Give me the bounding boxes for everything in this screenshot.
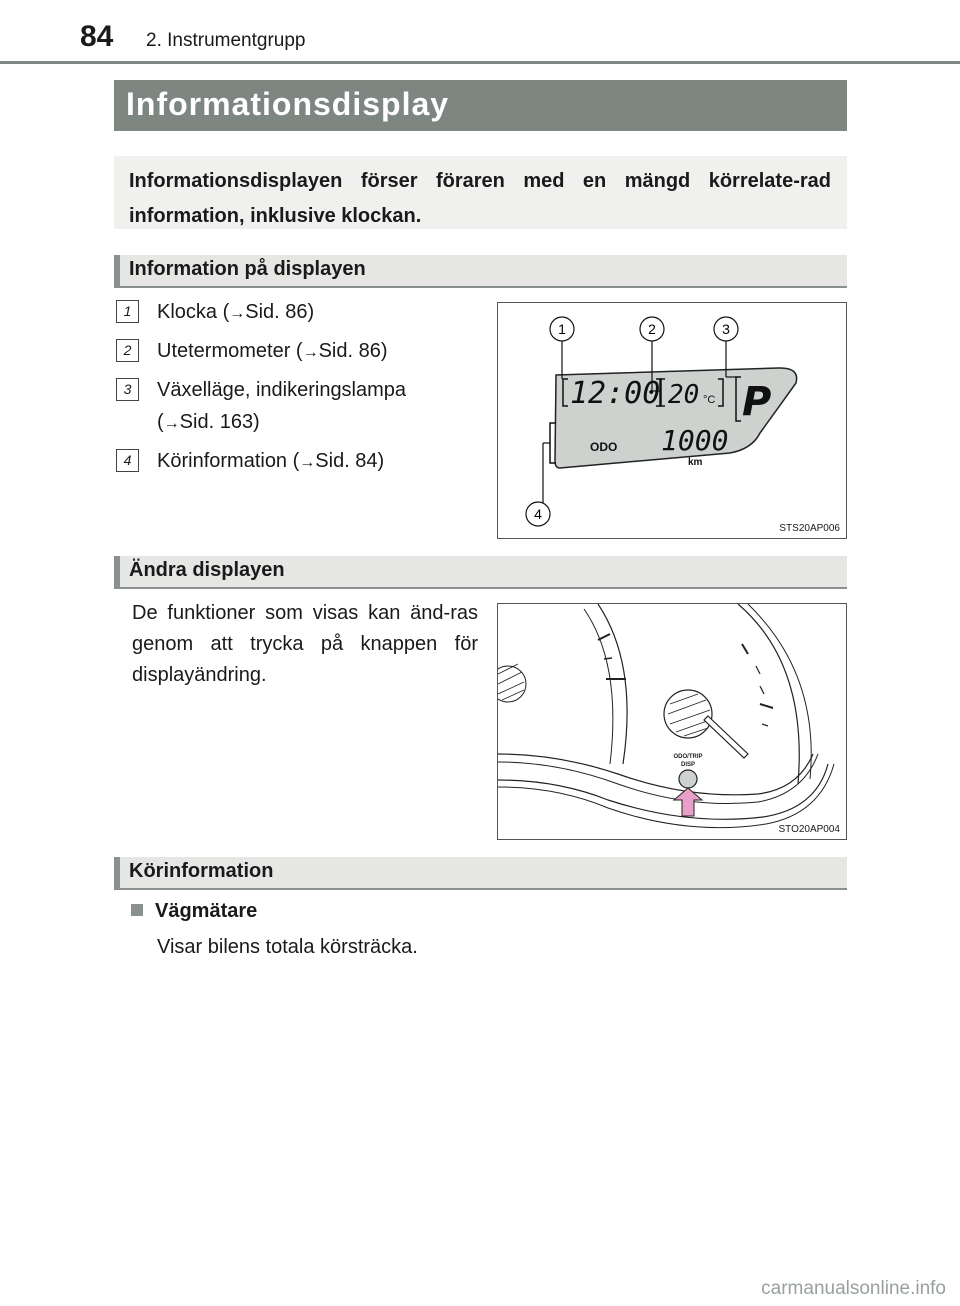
svg-text:2: 2 <box>648 321 656 337</box>
list-item <box>116 296 486 330</box>
arrow-icon: → <box>163 415 180 432</box>
section-heading-change <box>114 556 847 589</box>
odometer-text: Visar bilens totala körsträcka. <box>157 936 418 958</box>
list-item-text: Klocka ( <box>157 301 230 323</box>
list-item-text: Körinformation ( <box>157 450 300 472</box>
list-item <box>116 445 486 479</box>
number-badge: 2 <box>116 339 139 362</box>
callout-3 <box>714 317 738 341</box>
gear-indicator: P <box>742 379 772 425</box>
number-badge: 4 <box>116 449 139 472</box>
figure-code: STO20AP004 <box>778 824 840 835</box>
odometer-heading <box>131 900 257 923</box>
intro-box <box>114 156 847 229</box>
cluster-figure <box>497 603 847 840</box>
odometer-heading-label: Vägmätare <box>155 900 258 922</box>
page-ref-link[interactable]: Sid. 86) <box>245 301 315 323</box>
button-label-odo-trip: ODO/TRIP <box>673 754 703 760</box>
header-rule <box>0 61 960 64</box>
section-heading-driving-info <box>114 857 847 890</box>
callout-2 <box>640 317 664 341</box>
square-bullet-icon <box>131 904 143 916</box>
page-number: 84 <box>80 20 114 53</box>
odo-trip-button[interactable] <box>679 770 697 788</box>
footer-watermark[interactable]: carmanualsonline.info <box>761 1278 946 1299</box>
chapter-title: 2. Instrumentgrupp <box>146 30 306 51</box>
svg-text:4: 4 <box>534 506 542 522</box>
display-illustration <box>498 303 846 538</box>
display-figure <box>497 302 847 539</box>
callout-1 <box>550 317 574 341</box>
temp-unit: °C <box>703 394 716 406</box>
number-badge: 3 <box>116 378 139 401</box>
change-display-text: De funktioner som visas kan änd-ras genom att trycka på knappen för displayändring. <box>132 602 478 686</box>
section-heading-change-label: Ändra displayen <box>129 559 285 581</box>
list-item-text: ( <box>157 411 164 433</box>
cluster-illustration <box>498 604 846 839</box>
page-ref-link[interactable]: Sid. 86) <box>318 340 388 362</box>
figure-code: STS20AP006 <box>779 523 840 534</box>
button-label-disp: DISP <box>680 762 696 768</box>
section-heading-info <box>114 255 847 288</box>
list-item <box>116 335 486 369</box>
odo-label: ODO <box>590 440 618 454</box>
list-item-text: Växelläge, indikeringslampa <box>157 379 407 401</box>
odo-value: 1000 <box>661 424 729 457</box>
clock-readout: 12:00 <box>570 376 661 411</box>
arrow-icon: → <box>229 305 246 322</box>
info-list <box>116 296 486 484</box>
page-header <box>0 0 960 64</box>
list-item <box>116 374 486 440</box>
callout-4 <box>526 502 550 526</box>
list-item-text: Utetermometer ( <box>157 340 303 362</box>
svg-text:3: 3 <box>722 321 730 337</box>
temp-readout: 20 <box>668 380 700 410</box>
section-heading-info-label: Information på displayen <box>129 258 366 280</box>
odo-unit: km <box>688 457 703 468</box>
page-title: Informationsdisplay <box>126 86 450 122</box>
section-heading-driving-info-label: Körinformation <box>129 860 274 882</box>
page-ref-link[interactable]: Sid. 84) <box>315 450 385 472</box>
number-badge: 1 <box>116 300 139 323</box>
page-ref-link[interactable]: Sid. 163) <box>179 411 260 433</box>
arrow-icon: → <box>302 344 319 361</box>
svg-text:1: 1 <box>558 321 566 337</box>
arrow-icon: → <box>299 454 316 471</box>
intro-text: Informationsdisplayen förser föraren med en mängd körrelate-rad information, inklusive klockan. <box>129 170 831 227</box>
page-title-bar <box>114 80 847 131</box>
